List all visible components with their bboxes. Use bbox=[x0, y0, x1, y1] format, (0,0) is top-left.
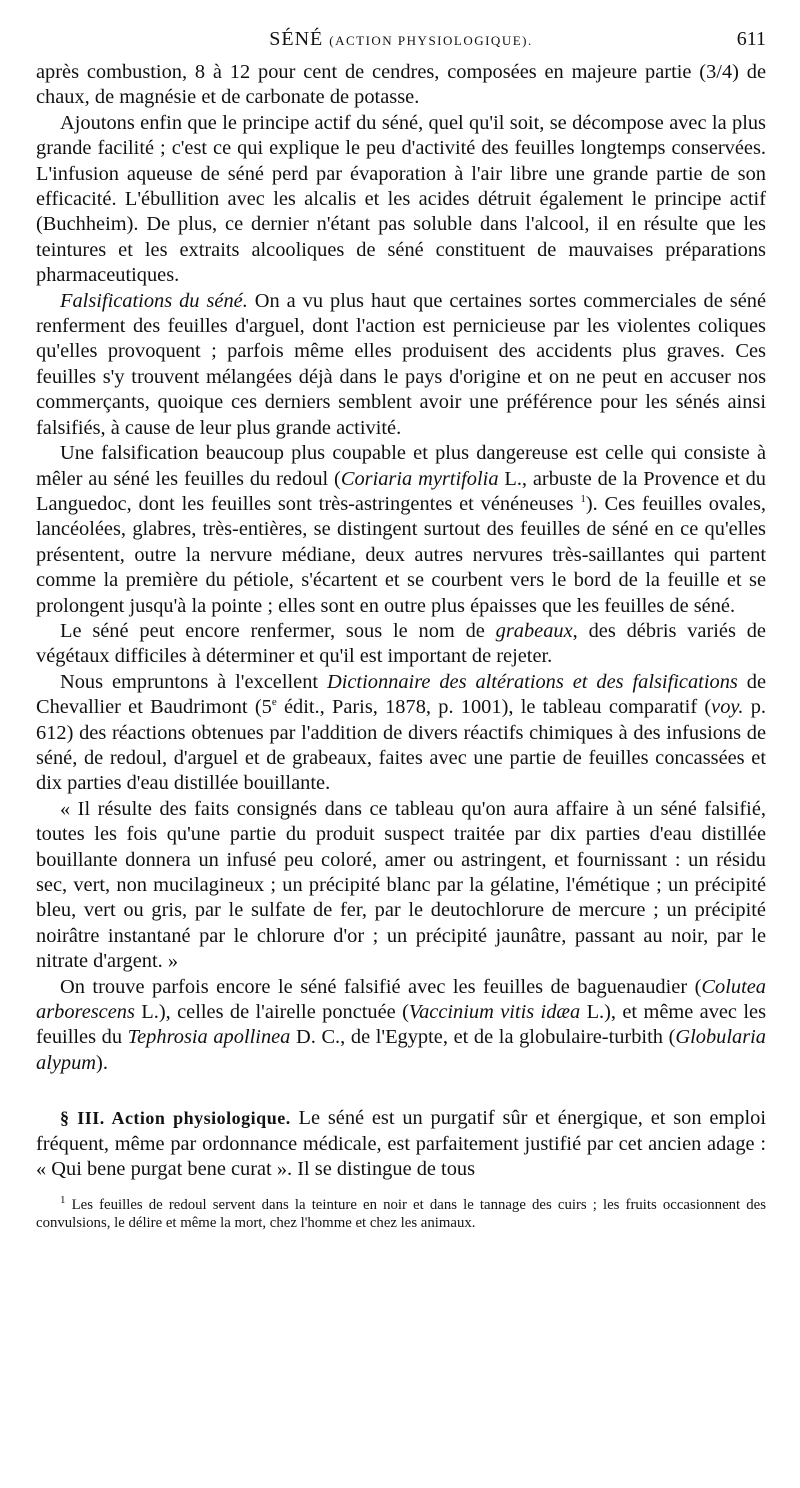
title-main: SÉNÉ bbox=[269, 28, 324, 50]
title-sub: (ACTION PHYSIOLOGIQUE). bbox=[329, 33, 533, 48]
subsection-title: Falsifications du séné. bbox=[60, 289, 248, 312]
paragraph-6: Nous empruntons à l'excellent Dictionnaire des altérations et des falsifications de Chevallier et Baudrimont (5e édit., Paris, 1878, p. 1001), le tableau comparatif (voy. p. 612) des réactions obtenues par l'addition de divers réactifs chimiques à des infusions de séné, de redoul, d'arguel et de grabeaux, faites avec une partie de feuilles concassées et dix parties d'eau distillée bouillante. bbox=[36, 670, 766, 795]
book-page bbox=[36, 24, 766, 1232]
paragraph-4: Une falsification beaucoup plus coupable et plus dangereuse est celle qui consiste à mêler au séné les feuilles du redoul (Coriaria myrtifolia L., arbuste de la Provence et du Languedoc, dont les feuilles sont très-astringentes et vénéneuses $^1$). Ces feuilles ovales, lancéolées, glabres, très-entières, se distingent surtout des feuilles de séné en ce qu'elles présentent, outre la nervure médiane, deux autres nervures très-saillantes qui partent comme la première du pétiole, s'écartent et se courbent vers le bord de la feuille et se prolongent jusqu'à la pointe ; elles sont en outre plus épaisses que les feuilles de séné. bbox=[36, 442, 766, 617]
footnote-1: $^1$ Les feuilles de redoul servent dans la teinture en noir et dans le tannage des cuirs ; les fruits occasionnent des convulsions, le délire et même la mort, chez l'homme et chez les animaux. bbox=[36, 1194, 766, 1232]
section-heading: § III. Action physiologique. bbox=[60, 1108, 291, 1129]
running-header bbox=[36, 24, 766, 60]
footnote-marker: 1 bbox=[60, 1194, 66, 1207]
paragraph-1: après combustion, 8 à 12 pour cent de cendres, composées en majeure partie (3/4) de chaux, de magnésie et de carbonate de potasse. bbox=[36, 61, 766, 109]
main-text bbox=[36, 60, 766, 1232]
footnotes bbox=[36, 1196, 766, 1232]
paragraph-8: On trouve parfois encore le séné falsifié avec les feuilles de baguenaudier (Colutea arborescens L.), celles de l'airelle ponctuée (Vaccinium vitis idæa L.), et même avec les feuilles du Tephrosia apollinea D. C., de l'Egypte, et de la globulaire-turbith (Globularia alypum). bbox=[36, 975, 767, 1074]
paragraph-5: Le séné peut encore renfermer, sous le nom de grabeaux, des débris variés de végétaux difficiles à déterminer et qu'il est important de rejeter. bbox=[36, 619, 766, 668]
page-number: 611 bbox=[736, 28, 766, 50]
paragraph-3: Falsifications du séné. On a vu plus haut que certaines sortes commerciales de séné renferment des feuilles d'arguel, dont l'action est pernicieuse par les violentes coliques qu'elles provoquent ; parfois même elles produisent des accidents plus graves. Ces feuilles s'y trouvent mélangées déjà dans le pays d'origine et on ne peut en accuser nos commerçants, quoique ces derniers semblent avoir une préférence pour les sénés ainsi falsifiés, à cause de leur plus grande activité. bbox=[36, 289, 766, 439]
section-paragraph: § III. Action physiologique. Le séné est un purgatif sûr et énergique, et son emploi fréquent, même par ordonnance médicale, est parfaitement justifié par cet ancien adage : « Qui bene purgat bene curat ». Il se distingue de tous bbox=[36, 1107, 766, 1181]
paragraph-2: Ajoutons enfin que le principe actif du séné, quel qu'il soit, se décompose avec la plus grande facilité ; c'est ce qui explique le peu d'activité des feuilles longtemps conservées. L'infusion aqueuse de séné perd par évaporation à l'air libre une grande partie de son efficacité. L'ébullition avec les alcalis et les acides détruit également le principe actif (Buchheim). De plus, ce dernier n'étant pas soluble dans l'alcool, il en résulte que les teintures et les extraits alcooliques de séné constituent de mauvaises préparations pharmaceutiques. bbox=[36, 111, 766, 287]
paragraph-7-quote: « Il résulte des faits consignés dans ce tableau qu'on aura affaire à un séné falsifié, toutes les fois qu'une partie du produit suspect traitée par dix parties d'eau distillée bouillante donnera un infusé peu coloré, amer ou astringent, et fournissant : un résidu sec, vert, non mucilagineux ; un précipité blanc par la gélatine, l'émétique ; un précipité bleu, vert ou gris, par le sulfate de fer, par le deutochlorure de mercure ; un précipité noirâtre instantané par le chlorure d'or ; un précipité jaunâtre, passant au noir, par le nitrate d'argent. » bbox=[36, 797, 766, 973]
running-title bbox=[36, 28, 766, 51]
section-action-physiologique bbox=[36, 1106, 766, 1182]
footnote-ref: 1 bbox=[580, 493, 586, 506]
